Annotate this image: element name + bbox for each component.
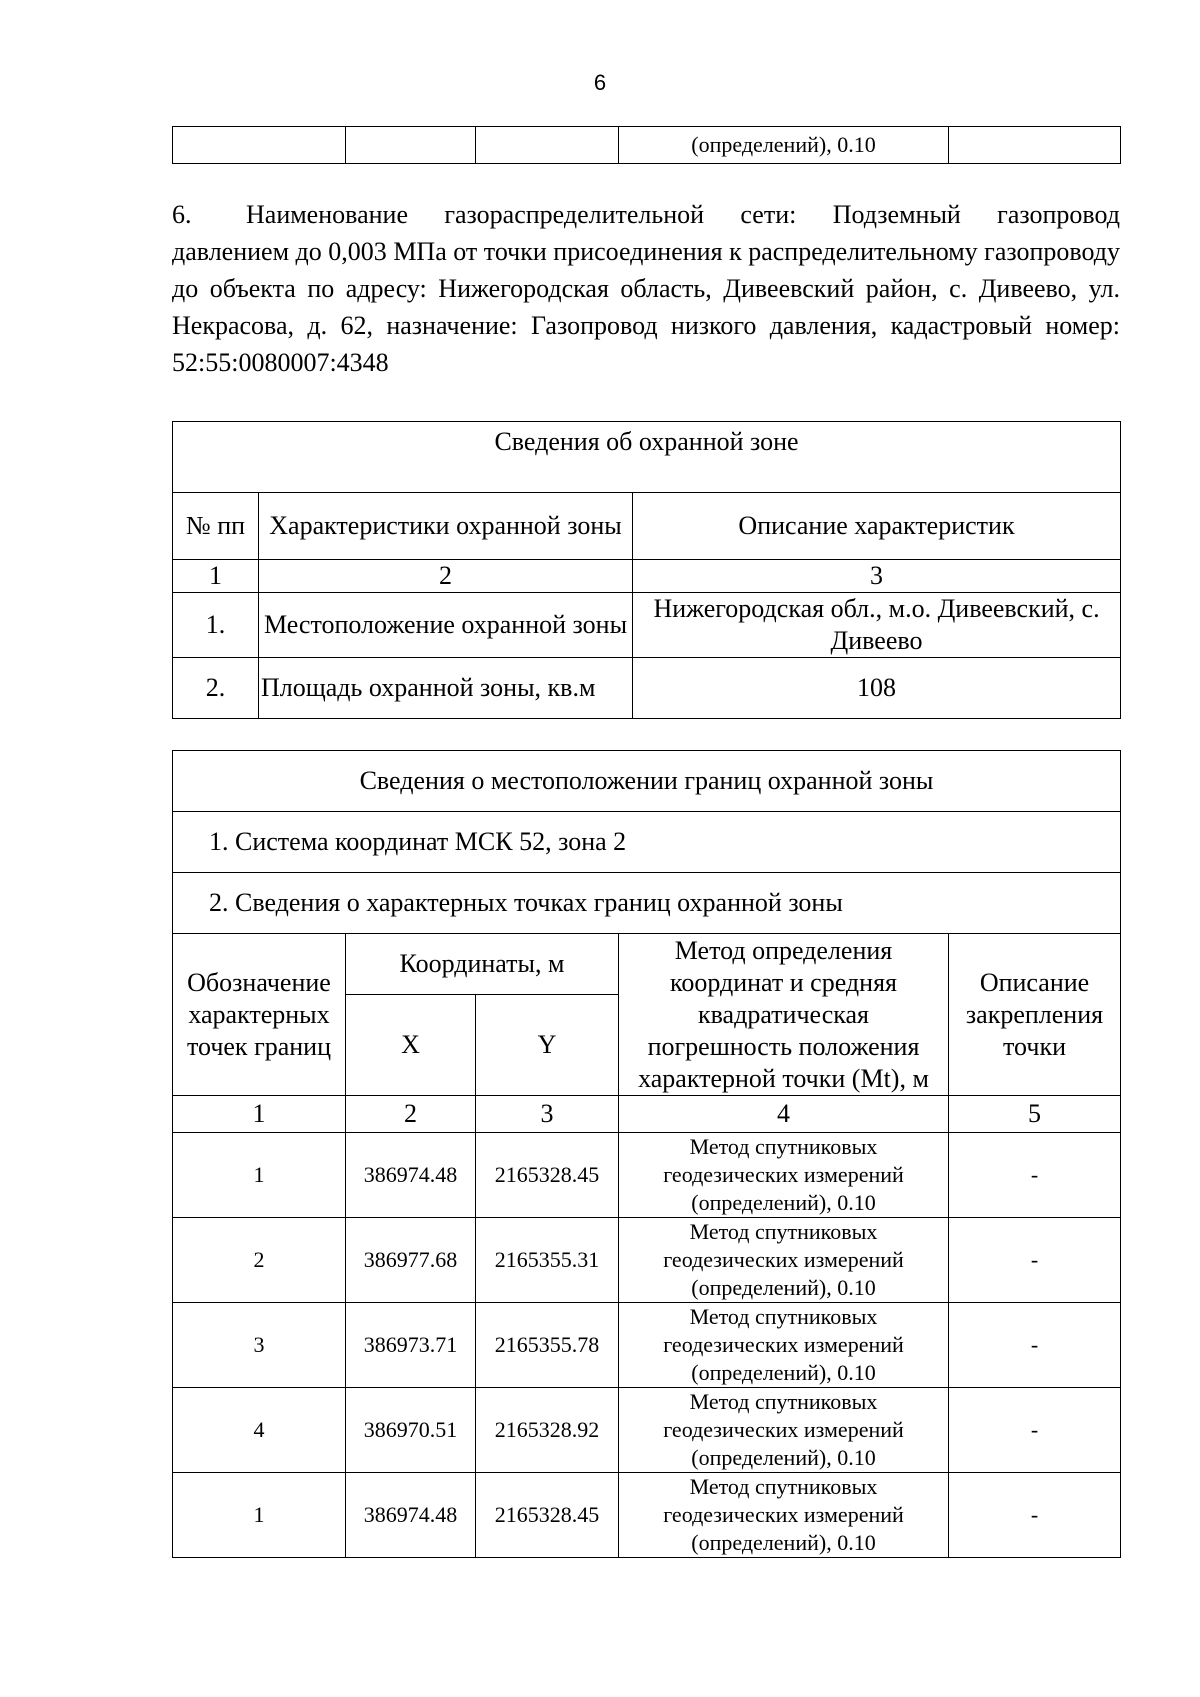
column-header: № пп — [173, 493, 259, 560]
table-title-row — [173, 422, 1121, 493]
table-title-row — [173, 751, 1121, 812]
point-fixing: - — [949, 1133, 1121, 1218]
row-number: 1. — [173, 593, 259, 658]
column-index: 1 — [173, 560, 259, 593]
point-id: 4 — [173, 1388, 346, 1473]
table-row — [173, 658, 1121, 719]
table-header-row — [173, 493, 1121, 560]
point-x: 386977.68 — [346, 1218, 476, 1303]
column-header: Обозначение характерных точек границ — [173, 934, 346, 1096]
point-y: 2165328.92 — [476, 1388, 619, 1473]
section-text: Наименование газораспределительной сети: Подземный газопровод давлением до 0,003 МПа от точки присоединения к распределительному газопроводу до объекта по адресу: Нижегородская область, Дивеевский район, с. Дивеево, ул. Некрасова, д. 62, назначение: Газопровод низкого давления, кадастровый номер: 52:55:0080007:4348 — [172, 200, 1120, 377]
point-fixing: - — [949, 1388, 1121, 1473]
row-number: 2. — [173, 658, 259, 719]
point-id: 1 — [173, 1133, 346, 1218]
column-index: 2 — [259, 560, 633, 593]
points-info: 2. Сведения о характерных точках границ охранной зоны — [173, 873, 1121, 934]
point-fixing: - — [949, 1303, 1121, 1388]
column-header: Характеристики охранной зоны — [259, 493, 633, 560]
table-cell — [173, 127, 346, 164]
point-y: 2165355.31 — [476, 1218, 619, 1303]
coordinate-system-row — [173, 812, 1121, 873]
point-id: 2 — [173, 1218, 346, 1303]
table-row — [173, 1133, 1121, 1218]
page-number: 6 — [593, 70, 607, 95]
point-method: Метод спутниковых геодезических измерений (определений), 0.10 — [619, 1473, 949, 1558]
characteristic-name: Площадь охранной зоны, кв.м — [259, 658, 633, 719]
point-method: Метод спутниковых геодезических измерений (определений), 0.10 — [619, 1133, 949, 1218]
column-index: 3 — [633, 560, 1121, 593]
point-y: 2165355.78 — [476, 1303, 619, 1388]
point-fixing: - — [949, 1473, 1121, 1558]
characteristic-name: Местоположение охранной зоны — [259, 593, 633, 658]
points-info-row — [173, 873, 1121, 934]
point-id: 3 — [173, 1303, 346, 1388]
table-row — [173, 1473, 1121, 1558]
point-x: 386974.48 — [346, 1133, 476, 1218]
point-method: Метод спутниковых геодезических измерений (определений), 0.10 — [619, 1388, 949, 1473]
table-row — [173, 127, 1121, 164]
column-index: 3 — [476, 1096, 619, 1133]
table-row — [173, 1303, 1121, 1388]
table-cell: (определений), 0.10 — [619, 127, 949, 164]
point-id: 1 — [173, 1473, 346, 1558]
zone-boundaries-table — [172, 750, 1121, 1558]
section-number: 6. — [172, 200, 192, 229]
column-index-row — [173, 560, 1121, 593]
point-x: 386973.71 — [346, 1303, 476, 1388]
table-cell — [346, 127, 476, 164]
point-y: 2165328.45 — [476, 1473, 619, 1558]
column-index: 4 — [619, 1096, 949, 1133]
column-index: 5 — [949, 1096, 1121, 1133]
column-index: 1 — [173, 1096, 346, 1133]
table-cell — [476, 127, 619, 164]
point-y: 2165328.45 — [476, 1133, 619, 1218]
point-method: Метод спутниковых геодезических измерений (определений), 0.10 — [619, 1218, 949, 1303]
column-index-row — [173, 1096, 1121, 1133]
table-row — [173, 1388, 1121, 1473]
column-header: Описание закрепления точки — [949, 934, 1121, 1096]
coordinate-system: 1. Система координат МСК 52, зона 2 — [173, 812, 1121, 873]
protection-zone-table — [172, 421, 1121, 719]
table-title: Сведения о местоположении границ охранной зоны — [173, 751, 1121, 812]
column-header: Описание характеристик — [633, 493, 1121, 560]
column-header: Y — [476, 995, 619, 1096]
table-cell — [949, 127, 1121, 164]
point-x: 386970.51 — [346, 1388, 476, 1473]
characteristic-value: Нижегородская обл., м.о. Дивеевский, с. Дивеево — [633, 593, 1121, 658]
point-fixing: - — [949, 1218, 1121, 1303]
column-header: X — [346, 995, 476, 1096]
table-row — [173, 593, 1121, 658]
column-index: 2 — [346, 1096, 476, 1133]
column-header: Координаты, м — [346, 934, 619, 995]
table-header-row — [173, 934, 1121, 995]
column-header: Метод определения координат и средняя квадратическая погрешность положения характерной точки (Mt), м — [619, 934, 949, 1096]
point-method: Метод спутниковых геодезических измерений (определений), 0.10 — [619, 1303, 949, 1388]
point-x: 386974.48 — [346, 1473, 476, 1558]
table-title: Сведения об охранной зоне — [173, 422, 1121, 493]
characteristic-value: 108 — [633, 658, 1121, 719]
section-paragraph — [172, 196, 1120, 381]
table-row — [173, 1218, 1121, 1303]
continuation-table — [172, 126, 1121, 164]
